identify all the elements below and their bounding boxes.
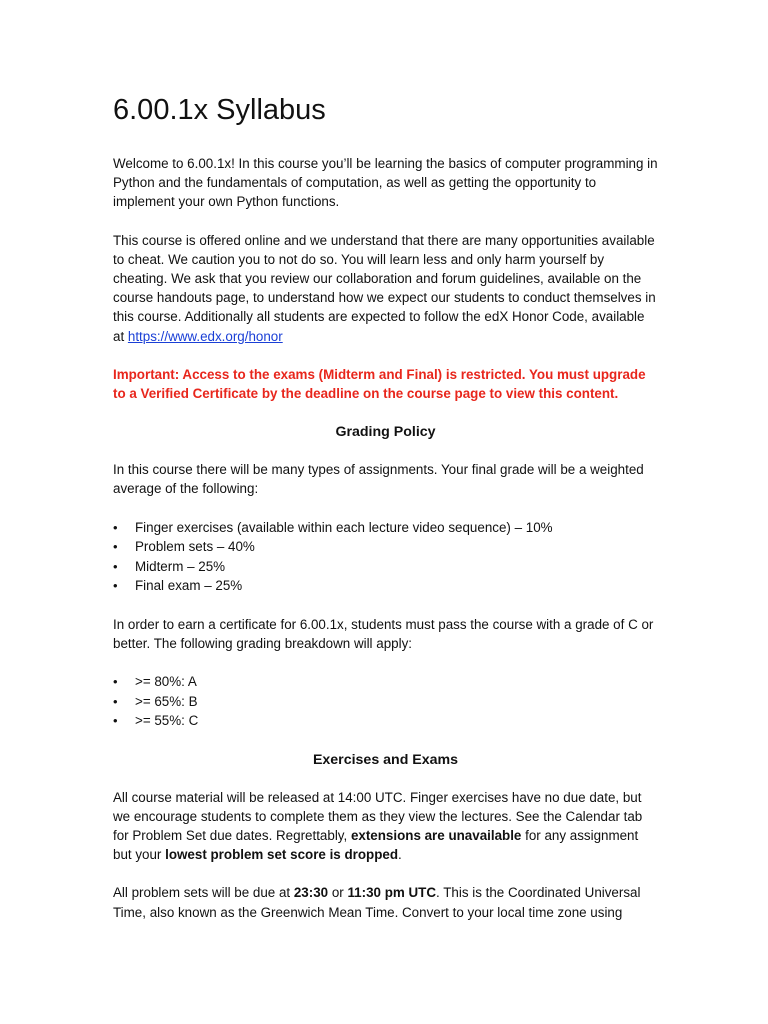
honor-code-link[interactable]: https://www.edx.org/honor (127, 328, 283, 344)
extensions-emphasis: extensions are unavailable (350, 827, 522, 843)
page-title: 6.00.1x Syllabus (113, 94, 326, 126)
bullet-icon: • (113, 693, 118, 709)
honesty-text: This course is offered online and we understand that there are many opportunities available to cheat. We caution you to not do so. You will learn less and only harm yourself by cheating. We ask that you review our collaboration and forum guidelines, available on the course handouts page, to understand how we expect our students to conduct themselves in this course. Additionally all students are expected to follow the edX Honor Code, available at (113, 232, 656, 344)
intro-paragraph: Welcome to 6.00.1x! In this course you’ll be learning the basics of computer programming in Python and the fundamentals of computation, as well as getting the opportunity to implement your own Python functions. (113, 156, 658, 210)
list-item: • >= 65%: B (113, 692, 658, 712)
document-body (113, 92, 658, 941)
bullet-icon: • (113, 558, 118, 574)
bullet-icon: • (113, 578, 118, 594)
list-item: • Problem sets – 40% (113, 537, 658, 557)
due-time-paragraph: All problem sets will be due at 23:30 or 11:30 pm UTC. This is the Coordinated Universal Time, also known as the Greenwich Mean Time. Convert to your local time zone using (113, 885, 641, 920)
list-item: • Midterm – 25% (113, 557, 658, 577)
honesty-paragraph (113, 231, 658, 346)
list-item: • >= 80%: A (113, 672, 658, 692)
grade-breakdown-list (113, 672, 658, 731)
release-paragraph: All course material will be released at 14:00 UTC. Finger exercises have no due date, but we encourage students to complete them as they view the lectures. See the Calendar tab for Problem Set due dates. Regrettably, extensions are unavailable for any assignment but your lowest problem set score is dropped. (113, 789, 643, 863)
due-time-24h: 23:30 (293, 885, 329, 901)
list-item: • >= 55%: C (113, 711, 658, 731)
list-item: • Finger exercises (available within each lecture video sequence) – 10% (113, 518, 658, 538)
grading-policy-heading: Grading Policy (335, 424, 436, 441)
grade-weights-list (113, 518, 658, 596)
certificate-paragraph: In order to earn a certificate for 6.00.1x, students must pass the course with a grade of C or better. The following grading breakdown will apply: (113, 616, 654, 651)
grading-intro: In this course there will be many types of assignments. Your final grade will be a weighted average of the following: (113, 462, 644, 497)
bullet-icon: • (113, 519, 118, 535)
exercises-exams-heading: Exercises and Exams (312, 751, 459, 768)
important-notice: Important: Access to the exams (Midterm and Final) is restricted. You must upgrade to a Verified Certificate by the deadline on the course page to view this content. (113, 366, 646, 402)
bullet-icon: • (113, 539, 118, 555)
due-time-12h: 11:30 pm UTC (347, 885, 437, 901)
bullet-icon: • (113, 674, 118, 690)
bullet-icon: • (113, 713, 118, 729)
list-item: • Final exam – 25% (113, 576, 658, 596)
dropped-score-emphasis: lowest problem set score is dropped (165, 847, 399, 863)
